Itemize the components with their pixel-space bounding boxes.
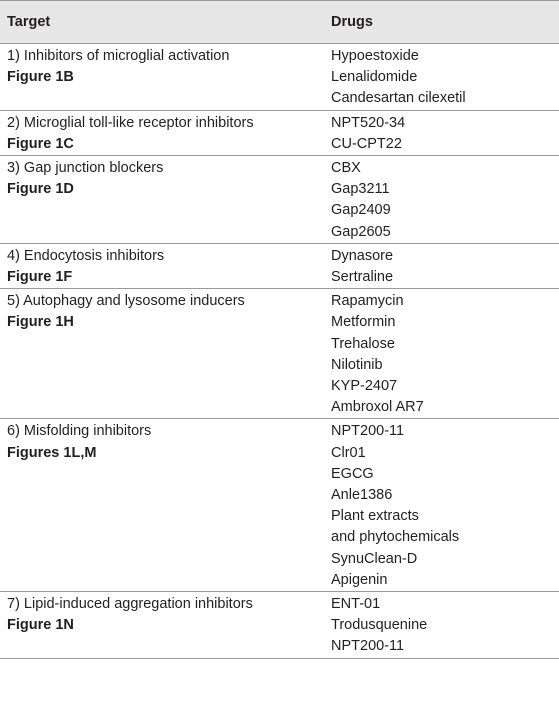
drug-name: NPT200-11: [331, 638, 405, 655]
drug-name: Plant extracts: [331, 508, 419, 525]
drug-name: CBX: [331, 160, 361, 177]
table-row: [0, 111, 559, 156]
drug-name: Rapamycin: [331, 293, 404, 310]
target-name: 4) Endocytosis inhibitors: [7, 247, 165, 264]
drug-name: Nilotinib: [331, 356, 383, 373]
target-name: 6) Misfolding inhibitors: [7, 423, 152, 440]
drug-name: Sertraline: [331, 269, 394, 286]
target-name: 3) Gap junction blockers: [7, 160, 164, 177]
target-cell: [0, 421, 331, 463]
drugs-cell: [331, 246, 559, 288]
drug-name: Gap2409: [331, 202, 391, 219]
drug-name: SynuClean-D: [331, 550, 418, 567]
header-target: Target: [7, 14, 51, 30]
target-cell: [0, 594, 331, 636]
drug-name: ENT-01: [331, 596, 381, 613]
figure-reference: Figure 1H: [7, 314, 74, 331]
drugs-cell: [331, 291, 559, 418]
drug-name: Gap3211: [331, 181, 390, 198]
drugs-cell: [331, 421, 559, 591]
target-cell: [0, 46, 331, 88]
table-body: [0, 44, 559, 659]
drug-name: Dynasore: [331, 247, 394, 264]
table-row: [0, 592, 559, 659]
table-row: [0, 156, 559, 244]
figure-reference: Figure 1F: [7, 269, 73, 286]
figure-reference: Figure 1D: [7, 181, 74, 198]
table-row: [0, 244, 559, 289]
drugs-cell: [331, 46, 559, 110]
target-name: 7) Lipid-induced aggregation inhibitors: [7, 596, 253, 613]
drug-name: CU-CPT22: [331, 135, 402, 152]
drug-name: Clr01: [331, 444, 366, 461]
drug-name: Ambroxol AR7: [331, 399, 424, 416]
figure-reference: Figures 1L,M: [7, 444, 97, 461]
table-header: [0, 0, 559, 44]
drug-name: and phytochemicals: [331, 529, 460, 546]
table-row: [0, 44, 559, 111]
drug-name: Hypoestoxide: [331, 48, 419, 64]
drugs-cell: [331, 594, 559, 658]
target-cell: [0, 158, 331, 200]
drug-name: Apigenin: [331, 571, 388, 588]
figure-reference: Figure 1N: [7, 617, 74, 634]
figure-reference: Figure 1B: [7, 69, 74, 86]
drug-name: EGCG: [331, 465, 374, 482]
drugs-cell: [331, 158, 559, 243]
drug-name: KYP-2407: [331, 378, 398, 395]
drugs-cell: [331, 113, 559, 155]
header-drugs: Drugs: [331, 14, 373, 30]
target-cell: [0, 291, 331, 333]
target-name: 2) Microglial toll-like receptor inhibitors: [7, 114, 254, 131]
drug-name: Anle1386: [331, 487, 393, 504]
drug-name: Gap2605: [331, 223, 391, 240]
drug-name: NPT200-11: [331, 423, 405, 440]
target-cell: [0, 113, 331, 155]
drug-name: Metformin: [331, 314, 396, 331]
drug-name: Trodusquenine: [331, 617, 428, 634]
drug-name: Candesartan cilexetil: [331, 90, 466, 107]
target-name: 1) Inhibitors of microglial activation: [7, 48, 230, 64]
table-row: [0, 419, 559, 592]
drug-name: Lenalidomide: [331, 69, 418, 86]
drug-name: NPT520-34: [331, 114, 406, 131]
table-row: [0, 289, 559, 419]
figure-reference: Figure 1C: [7, 135, 74, 152]
target-cell: [0, 246, 331, 288]
drug-name: Trehalose: [331, 335, 395, 352]
target-name: 5) Autophagy and lysosome inducers: [7, 293, 245, 310]
